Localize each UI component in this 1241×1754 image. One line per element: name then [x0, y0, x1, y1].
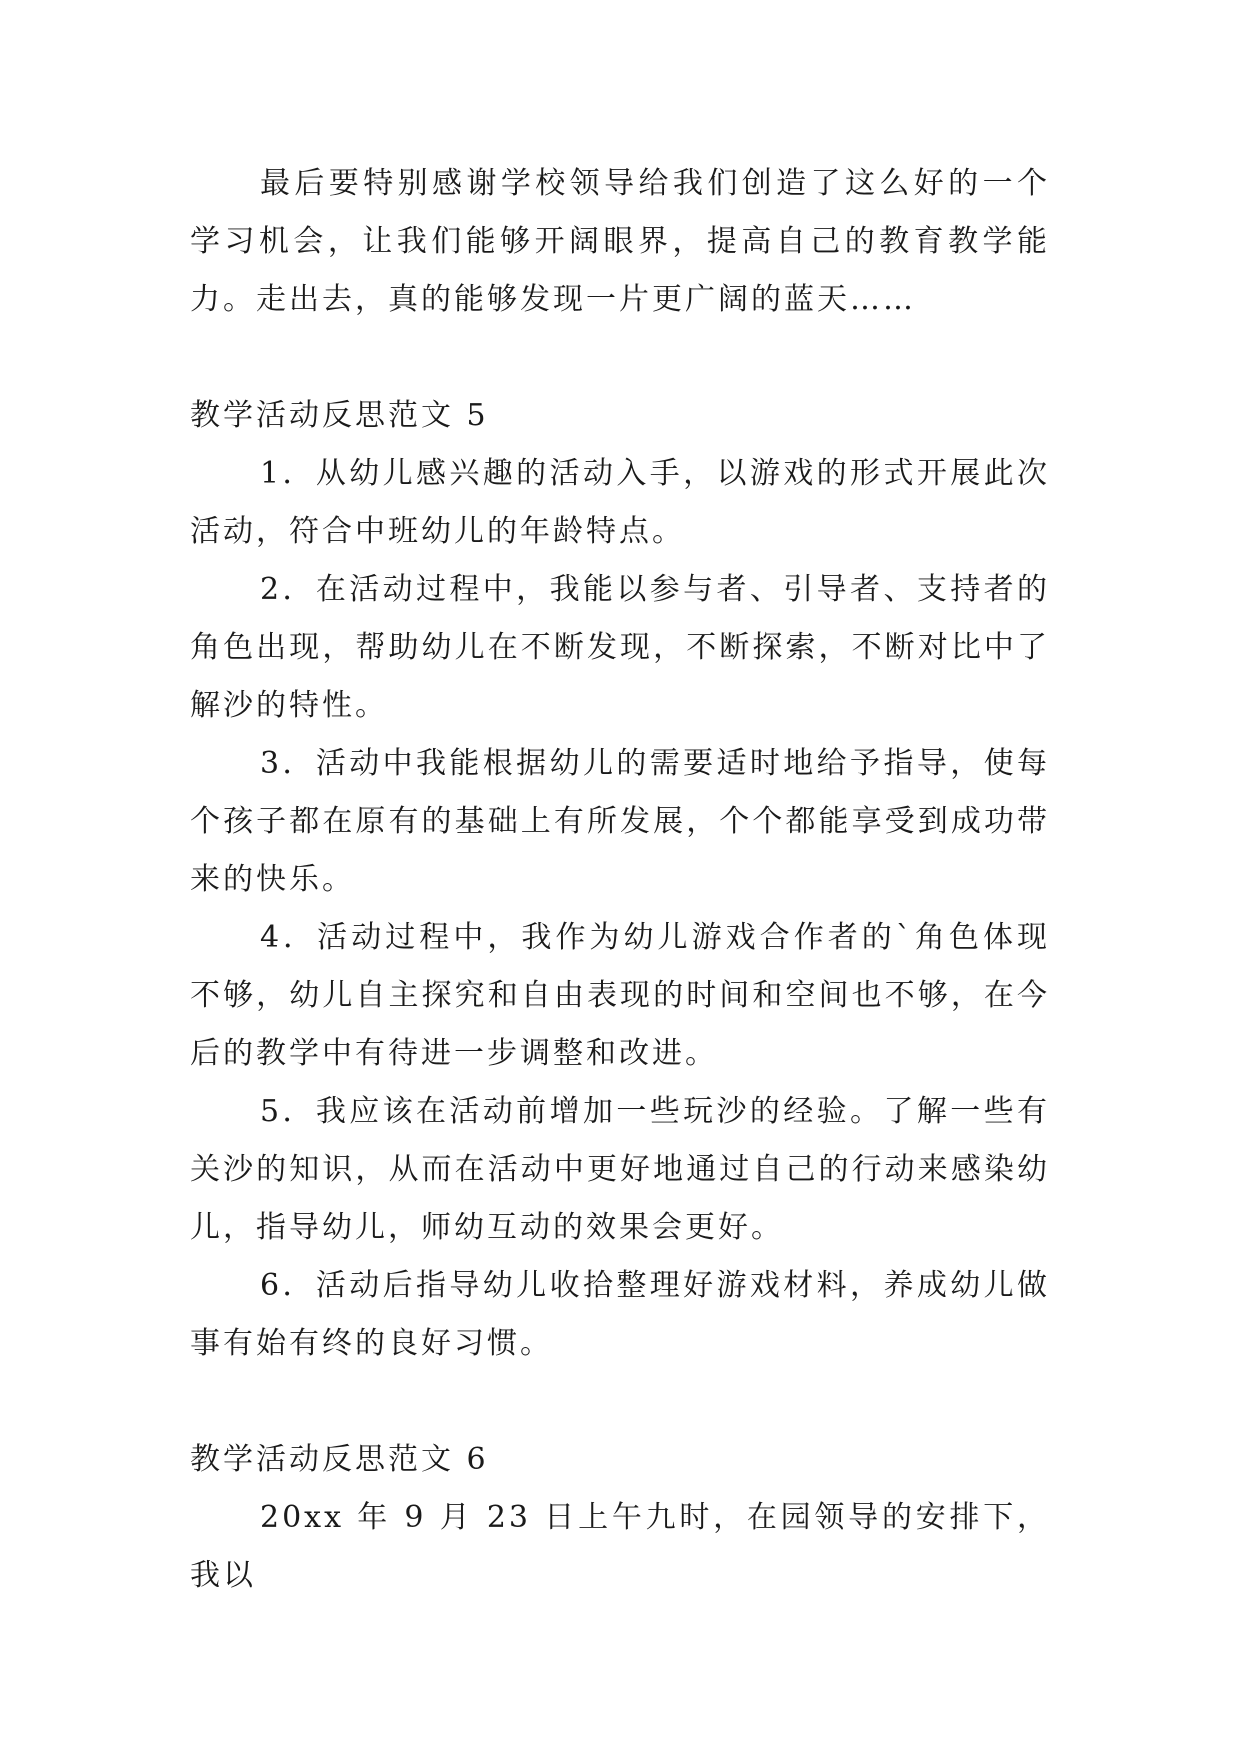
section-spacer [190, 1373, 1050, 1431]
section-5-item-3: 3．活动中我能根据幼儿的需要适时地给予指导，使每个孩子都在原有的基础上有所发展，个个都能享受到成功带来的快乐。 [190, 746, 1050, 897]
section-5-item-6: 6．活动后指导幼儿收拾整理好游戏材料，养成幼儿做事有始有终的良好习惯。 [190, 1268, 1050, 1361]
intro-paragraph: 最后要特别感谢学校领导给我们创造了这么好的一个学习机会，让我们能够开阔眼界，提高自己的教育教学能力。走出去，真的能够发现一片更广阔的蓝天…… [190, 166, 1050, 317]
section-5-item-1: 1．从幼儿感兴趣的活动入手，以游戏的形式开展此次活动，符合中班幼儿的年龄特点。 [190, 456, 1050, 549]
section-5-item-2: 2．在活动过程中，我能以参与者、引导者、支持者的角色出现，帮助幼儿在不断发现，不断探索，不断对比中了解沙的特性。 [190, 572, 1050, 723]
document-body [190, 155, 1050, 1605]
section-5-item-4: 4．活动过程中，我作为幼儿游戏合作者的`角色体现不够，幼儿自主探究和自由表现的时间和空间也不够，在今后的教学中有待进一步调整和改进。 [190, 920, 1050, 1071]
section-6-item-1: 20xx 年 9 月 23 日上午九时，在园领导的安排下，我以 [190, 1500, 1050, 1593]
section-5-heading: 教学活动反思范文 5 [190, 398, 489, 433]
section-6-heading: 教学活动反思范文 6 [190, 1442, 489, 1477]
section-5-item-5: 5．我应该在活动前增加一些玩沙的经验。了解一些有关沙的知识，从而在活动中更好地通过自己的行动来感染幼儿，指导幼儿，师幼互动的效果会更好。 [190, 1094, 1050, 1245]
section-spacer [190, 329, 1050, 387]
